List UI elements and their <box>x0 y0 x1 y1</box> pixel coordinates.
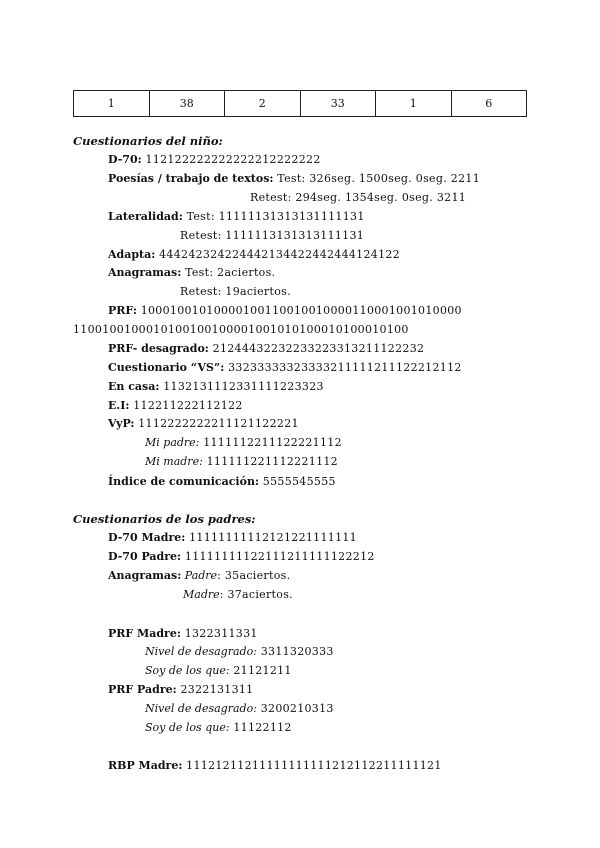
madre-nivel-value: 3311320333 <box>256 645 334 658</box>
table-cell: 38 <box>149 91 225 117</box>
prf-desagrado-row <box>108 342 424 356</box>
vyp-label: VyP: <box>108 417 135 430</box>
rbp-madre-value: 11121211211111111111212112211111121 <box>182 759 442 772</box>
poesias-row <box>108 172 480 186</box>
table-cell: 1 <box>376 91 452 117</box>
indice-label: Índice de comunicación: <box>108 475 260 488</box>
d70-madre-value: 11111111112121221111111 <box>185 531 357 544</box>
d70-padre-label: D-70 Padre: <box>108 550 182 563</box>
mi-padre-value: 1111112211122221112 <box>199 436 342 449</box>
poesias-retest-value: Retest: 294seg. 1354seg. 0seg. 3211 <box>250 191 467 204</box>
poesias-label: Poesías / trabajo de textos: <box>108 172 274 185</box>
en-casa-label: En casa: <box>108 380 160 393</box>
prf-row <box>108 304 462 318</box>
anagramas-padre-value: : 35aciertos. <box>217 569 291 582</box>
prf-value: 10001001010000100110010010000110001001010000 <box>136 304 462 317</box>
anagramas-row <box>108 266 275 280</box>
d70-madre-row <box>108 531 357 545</box>
vyp-value: 1112222222211121122221 <box>134 417 299 430</box>
padre-nivel-row <box>145 702 334 716</box>
anagramas-padre-sub: Padre <box>184 569 218 582</box>
rbp-madre-label: RBP Madre: <box>108 759 183 772</box>
lateralidad-retest-row <box>180 229 364 243</box>
prf-padre-row <box>108 683 254 697</box>
vs-label: Cuestionario “VS”: <box>108 361 225 374</box>
en-casa-row <box>108 380 324 394</box>
d70-label: D-70: <box>108 153 142 166</box>
prf-desagrado-value: 21244432232233223313211122232 <box>208 342 425 355</box>
vs-value: 33233333323333211111211122212112 <box>224 361 462 374</box>
lateralidad-retest-value: Retest: 1111113131313111131 <box>180 229 365 242</box>
mi-madre-label: Mi madre: <box>145 455 203 468</box>
parents-section-title: Cuestionarios de los padres: <box>73 512 256 526</box>
indice-value: 5555545555 <box>259 475 336 488</box>
padre-soy-value: 11122112 <box>229 721 292 734</box>
d70-madre-label: D-70 Madre: <box>108 531 186 544</box>
ei-label: E.I: <box>108 399 130 412</box>
madre-nivel-label: Nivel de desagrado: <box>145 645 257 658</box>
table-cell: 33 <box>300 91 376 117</box>
anagramas-parents-label: Anagramas: <box>108 569 182 582</box>
adapta-value: 444242324224442134422442444124122 <box>155 248 400 261</box>
prf-padre-value: 2322131311 <box>176 683 254 696</box>
prf-padre-label: PRF Padre: <box>108 683 177 696</box>
prf-madre-label: PRF Madre: <box>108 627 181 640</box>
vs-row <box>108 361 462 375</box>
padre-nivel-value: 3200210313 <box>256 702 334 715</box>
en-casa-value: 1132131112331111223323 <box>159 380 324 393</box>
d70-row <box>108 153 321 167</box>
vyp-row <box>108 417 299 431</box>
anagramas-madre-sub: Madre <box>183 588 220 601</box>
anagramas-padre-row <box>108 569 290 583</box>
indice-row <box>108 475 336 489</box>
anagramas-madre-row <box>183 588 293 602</box>
madre-soy-row <box>145 664 292 678</box>
lateralidad-label: Lateralidad: <box>108 210 183 223</box>
prf-desagrado-label: PRF- desagrado: <box>108 342 209 355</box>
child-section-title: Cuestionarios del niño: <box>73 134 223 148</box>
anagramas-value: Test: 2aciertos. <box>181 266 276 279</box>
rbp-madre-row <box>108 759 442 773</box>
prf-cont-value: 1100100100010100100100001001010100010100010100 <box>73 323 409 336</box>
d70-padre-value: 11111111122111211111122212 <box>181 550 375 563</box>
adapta-label: Adapta: <box>108 248 156 261</box>
mi-padre-label: Mi padre: <box>145 436 200 449</box>
table-row <box>74 91 527 117</box>
mi-madre-value: 111111221112221112 <box>202 455 338 468</box>
prf-madre-row <box>108 627 258 641</box>
mi-padre-row <box>145 436 342 450</box>
madre-soy-value: 21121211 <box>229 664 292 677</box>
padre-soy-label: Soy de los que: <box>145 721 230 734</box>
prf-label: PRF: <box>108 304 137 317</box>
prf-cont-row <box>73 323 409 337</box>
padre-nivel-label: Nivel de desagrado: <box>145 702 257 715</box>
ei-value: 112211222112122 <box>129 399 243 412</box>
d70-value: 112122222222222212222222 <box>141 153 321 166</box>
anagramas-label: Anagramas: <box>108 266 182 279</box>
table-cell: 1 <box>74 91 150 117</box>
adapta-row <box>108 248 400 262</box>
prf-madre-value: 1322311331 <box>180 627 258 640</box>
lateralidad-row <box>108 210 365 224</box>
ei-row <box>108 399 243 413</box>
madre-nivel-row <box>145 645 334 659</box>
table-cell: 6 <box>451 91 527 117</box>
summary-table <box>73 90 527 117</box>
lateralidad-value: Test: 11111131313131111131 <box>182 210 365 223</box>
anagramas-retest-value: Retest: 19aciertos. <box>180 285 291 298</box>
mi-madre-row <box>145 455 338 469</box>
table-cell: 2 <box>225 91 301 117</box>
anagramas-retest-row <box>180 285 291 299</box>
d70-padre-row <box>108 550 375 564</box>
anagramas-madre-value: : 37aciertos. <box>219 588 293 601</box>
madre-soy-label: Soy de los que: <box>145 664 230 677</box>
poesias-value: Test: 326seg. 1500seg. 0seg. 2211 <box>273 172 480 185</box>
padre-soy-row <box>145 721 292 735</box>
poesias-retest-row <box>250 191 466 205</box>
